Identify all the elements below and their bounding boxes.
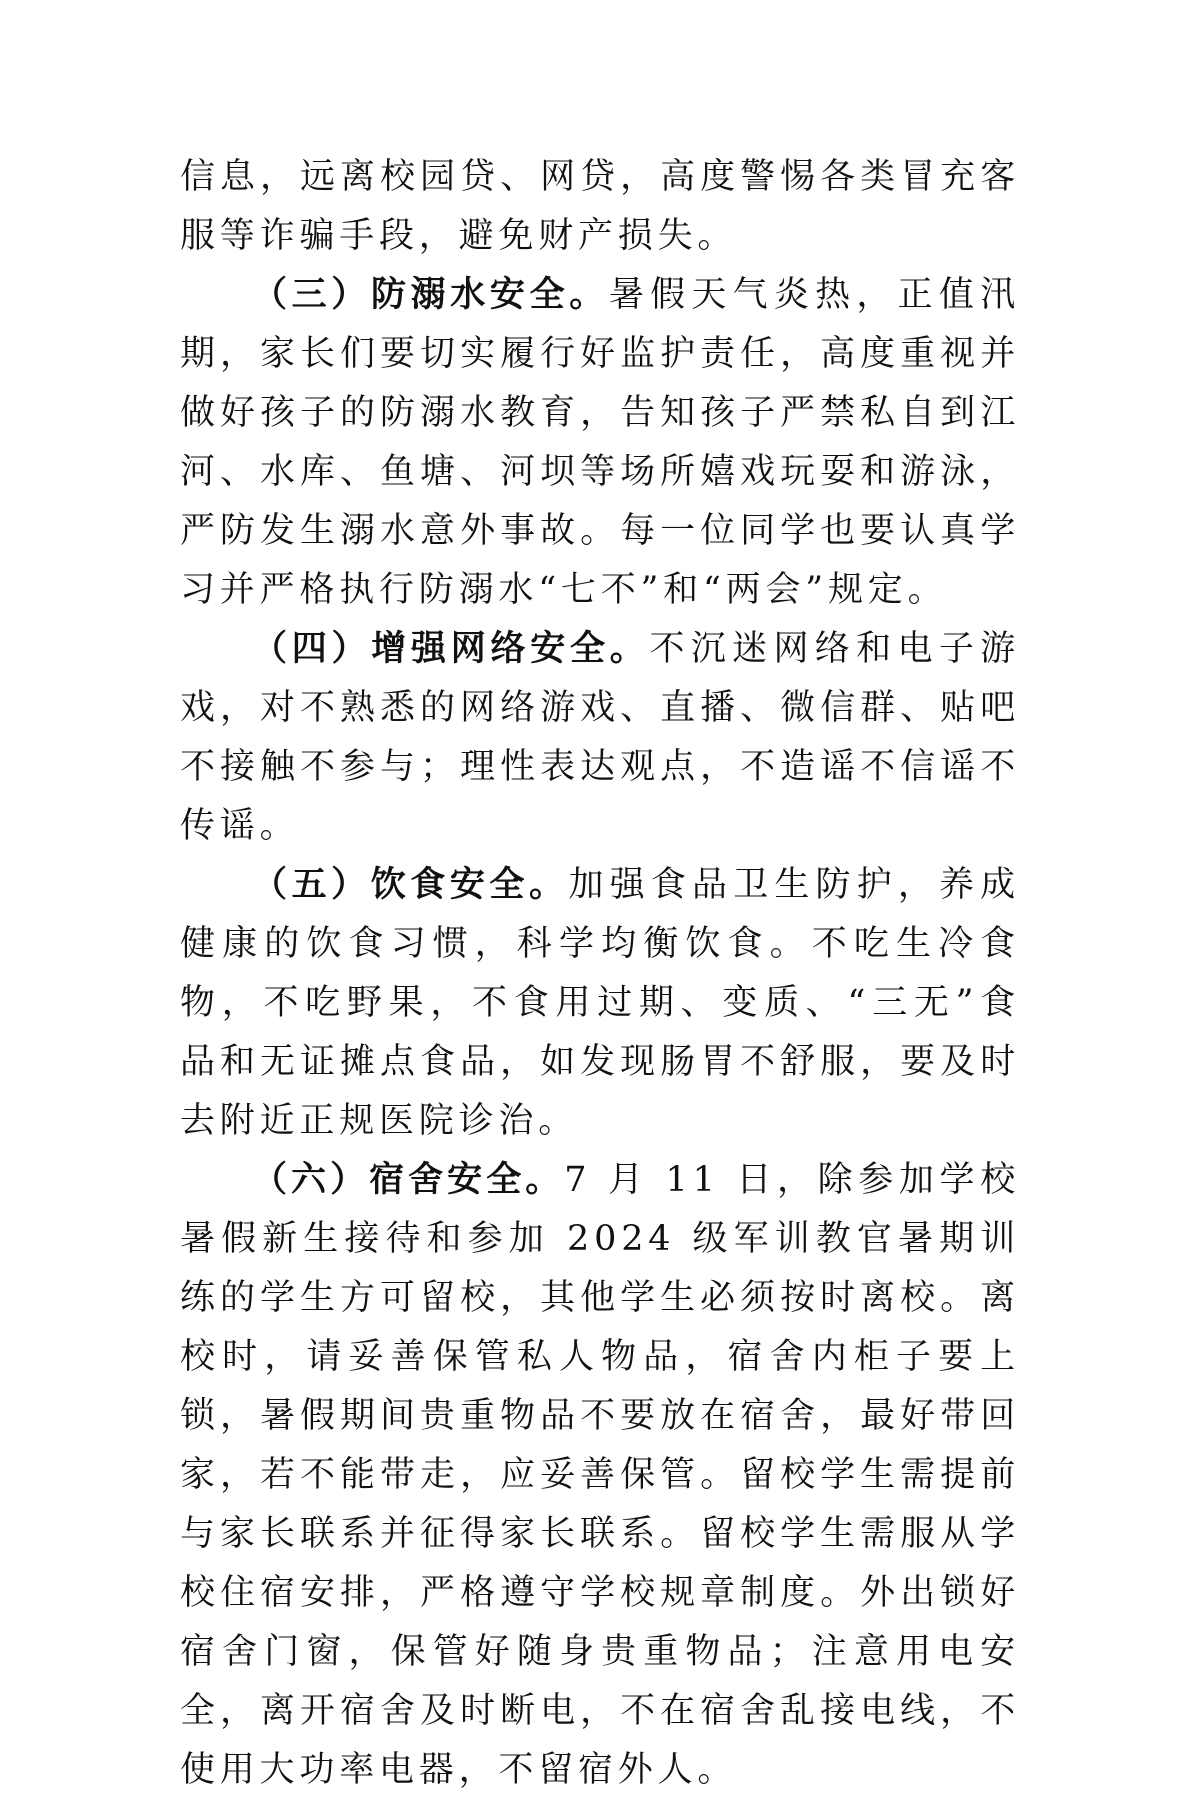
paragraph-text: 不沉迷网络和电子游戏，对不熟悉的网络游戏、直播、微信群、贴吧不接触不参与；理性表达观点，不造谣不信谣不传谣。 — [180, 629, 1020, 846]
paragraph-food-safety — [180, 856, 1020, 1151]
section-heading-network: （四）增强网络安全。 — [252, 629, 650, 669]
paragraph-drowning-safety — [180, 266, 1020, 620]
paragraph-text: 7 月 11 日，除参加学校暑假新生接待和参加 2024 级军训教官暑期训练的学生方可留校，其他学生必须按时离校。离校时，请妥善保管私人物品，宿舍内柜子要上锁，暑假期间贵重物品不要放在宿舍，最好带回家，若不能带走，应妥善保管。留校学生需提前与家长联系并征得家长联系。留校学生需服从学校住宿安排，严格遵守学校规章制度。外出锁好宿舍门窗，保管好随身贵重物品；注意用电安全，离开宿舍及时断电，不在宿舍乱接电线，不使用大功率电器，不留宿外人。 — [180, 1160, 1020, 1790]
paragraph-text: 暑假天气炎热，正值汛期，家长们要切实履行好监护责任，高度重视并做好孩子的防溺水教育，告知孩子严禁私自到江河、水库、鱼塘、河坝等场所嬉戏玩耍和游泳，严防发生溺水意外事故。每一位同学也要认真学习并严格执行防溺水“七不”和“两会”规定。 — [180, 275, 1020, 610]
section-heading-food: （五）饮食安全。 — [252, 865, 569, 905]
paragraph-text: 信息，远离校园贷、网贷，高度警惕各类冒充客服等诈骗手段，避免财产损失。 — [180, 157, 1020, 256]
section-heading-drowning: （三）防溺水安全。 — [252, 275, 609, 315]
document-body — [180, 148, 1020, 1800]
paragraph-text: 加强食品卫生防护，养成健康的饮食习惯，科学均衡饮食。不吃生冷食物，不吃野果，不食用过期、变质、“三无”食品和无证摊点食品，如发现肠胃不舒服，要及时去附近正规医院诊治。 — [180, 865, 1020, 1141]
paragraph-network-safety — [180, 620, 1020, 856]
section-heading-dorm: （六）宿舍安全。 — [252, 1160, 565, 1200]
paragraph-dorm-safety — [180, 1151, 1020, 1800]
paragraph-continuation — [180, 148, 1020, 266]
